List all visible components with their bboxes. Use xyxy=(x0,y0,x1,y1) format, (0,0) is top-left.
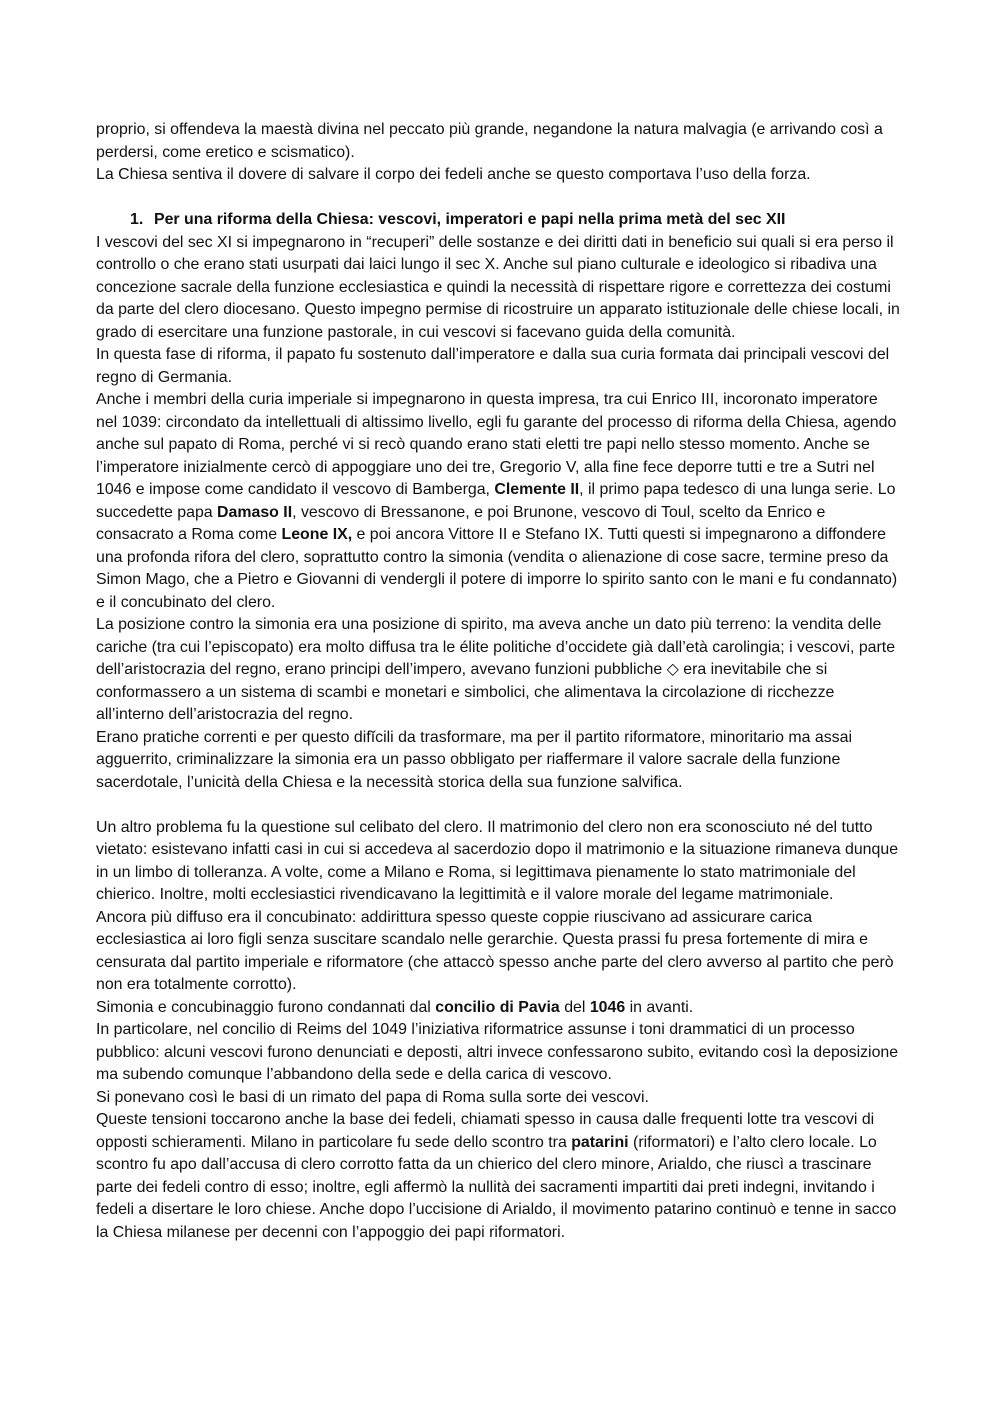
section-number: 1. xyxy=(130,211,144,228)
paragraph: Si ponevano così le basi di un rimato del papa di Roma sulla sorte dei vescovi. xyxy=(96,1088,649,1106)
paragraph: Erano pratiche correnti e per questo difĭcili da trasformare, ma per il partito riformatore, minoritario ma assai agguerrito, criminalizzare la simonia era un passo obbligato per riaffermare il valore sacrale della funzione sacerdotale, l’unicità della Chiesa e la necessità storica della sua funzione salvifica. xyxy=(96,728,852,791)
text-run: , il primo papa tedesco di una lunga serie. Lo succedette papa xyxy=(96,481,896,521)
text-run: in avanti. xyxy=(625,998,694,1016)
paragraph: La Chiesa sentiva il dovere di salvare il corpo dei fedeli anche se questo comportava l’uso della forza. xyxy=(96,166,811,183)
bold-term: patarini xyxy=(571,1133,629,1151)
text-run: Queste tensioni toccarono anche la base dei fedeli, chiamati spesso in causa dalle frequenti lotte tra vescovi di opposti schieramenti. Milano in particolare fu sede dello scontro tra xyxy=(96,1111,875,1151)
section-title: Per una riforma della Chiesa: vescovi, imperatori e papi nella prima metà del sec XII xyxy=(154,211,786,228)
paragraph: Un altro problema fu la questione sul celibato del clero. Il matrimonio del clero non era sconosciuto né del tutto vietato: esistevano infatti casi in cui si accedeva al sacerdozio dopo il matrimonio e la situazione rimaneva dunque in un limbo di tolleranza. A volte, come a Milano e Roma, si legittimava pienamente lo stato matrimoniale del chierico. Inoltre, molti ecclesiastici rivendicavano la legittimità e il valore morale del legame matrimoniale. xyxy=(96,818,899,903)
text-run: e poi ancora Vittore II e Stefano IX. Tutti questi si impegnarono a diffondere una profonda rifora del clero, soprattutto contro la simonia (vendita o alienazione di cose sacre, termine preso da Simon Mago, che a Pietro e Giovanni di vendergli il potere di imporre lo spirito santo con le mani e fu condannato) e il concubinato del clero. xyxy=(96,526,898,611)
paragraph xyxy=(96,997,900,1020)
paragraph: Ancora più diffuso era il concubinato: addirittura spesso queste coppie riuscivano ad assicurare carica ecclesiastica ai loro figli senza suscitare scandalo nelle gerarchie. Questa prassi fu presa fortemente di mira e censurata dal partito imperiale e riformatore (che attaccò spesso anche parte del clero avverso al partito che però non era totalmente corrotto). xyxy=(96,908,894,993)
text-run: del xyxy=(559,998,590,1016)
text-run: Anche i membri della curia imperiale si impegnarono in questa impresa, tra cui Enrico III, incoronato imperatore nel 1039: circondato da intellettuali di altissimo livello, egli fu garante del processo di riforma della Chiesa, agendo anche sul papato di Roma, perché vi si recò quando erano stati eletti tre papi nello stesso momento. Anche se l’imperatore inizialmente cercò di appoggiare uno dei tre, Gregorio V, alla fine fece deporre tutti e tre a Sutri nel 1046 e impose come candidato il vescovo di Bamberga, xyxy=(96,391,897,498)
paragraph: I vescovi del sec XI si impegnarono in “recuperi” delle sostanze e dei diritti dati in beneficio sui quali si era perso il controllo o che erano stati usurpati dai laici lungo il sec X. Anche sul piano culturale e ideologico si ribadiva una concezione sacrale della funzione ecclesiastica e quindi la necessità di rispettare rigore e correttezza dei costumi da parte del clero diocesano. Questo impegno permise di ricostruire un apparato istituzionale delle chiese locali, in grado di esercitare una funzione pastorale, in cui vescovi si facevano guida della comunità. xyxy=(96,233,900,341)
text-run: , vescovo di Bressanone, e poi Brunone, vescovo di Toul, scelto da Enrico e consacrato a Roma come xyxy=(96,503,826,543)
paragraph xyxy=(96,389,900,614)
bold-term: concilio di Pavia xyxy=(435,998,560,1016)
paragraph: In questa fase di riforma, il papato fu sostenuto dall’imperatore e dalla sua curia formata dai principali vescovi del regno di Germania. xyxy=(96,346,890,386)
bold-term: Damaso II xyxy=(217,503,293,521)
text-run: Simonia e concubinaggio furono condannati dal xyxy=(96,998,436,1016)
paragraph: La posizione contro la simonia era una posizione di spirito, ma aveva anche un dato più terreno: la vendita delle cariche (tra cui l’episcopato) era molto diffusa tra le élite politiche d’occidete già dall’età carolingia; i vescovi, parte dell’aristocrazia del regno, erano principi dell’impero, avevano funzioni pubbliche ◇ era inevitabile che si conformassero a un sistema di scambi e monetari e simbolici, che alimentava la circolazione di ricchezze all’interno dell’aristocrazia del regno. xyxy=(96,616,896,723)
paragraph xyxy=(96,1109,900,1244)
paragraph: In particolare, nel concilio di Reims del 1049 l’iniziativa riformatrice assunse i toni drammatici di un processo pubblico: alcuni vescovi furono denunciati e deposti, altri invece confessarono subito, evitando così la deposizione ma subendo comunque l’abbandono della sede e della carica di vescovo. xyxy=(96,1021,899,1083)
paragraph: proprio, si offendeva la maestà divina nel peccato più grande, negandone la natura malvagia (e arrivando così a perdersi, come eretico e scismatico). xyxy=(96,121,883,161)
paragraph-gap xyxy=(96,187,900,210)
bold-term: Leone IX, xyxy=(281,526,353,543)
paragraph-gap xyxy=(96,794,900,817)
bold-term: 1046 xyxy=(589,998,626,1016)
bold-term: Clemente II xyxy=(494,481,580,498)
text-run: (riformatori) e l’alto clero locale. Lo scontro fu apo dall’accusa di clero corrotto fatta da un chierico del clero minore, Arialdo, che riuscì a trascinare parte dei fedeli contro di esso; inoltre, egli affermò la nullità dei sacramenti impartiti dai preti indegni, invitando i fedeli a disertare le loro chiese. Anche dopo l’uccisione di Arialdo, il movimento patarino continuò e tenne in sacco la Chiesa milanese per decenni con l’appoggio dei papi riformatori. xyxy=(96,1133,897,1241)
section-heading xyxy=(96,209,900,232)
document-body xyxy=(96,119,900,1244)
